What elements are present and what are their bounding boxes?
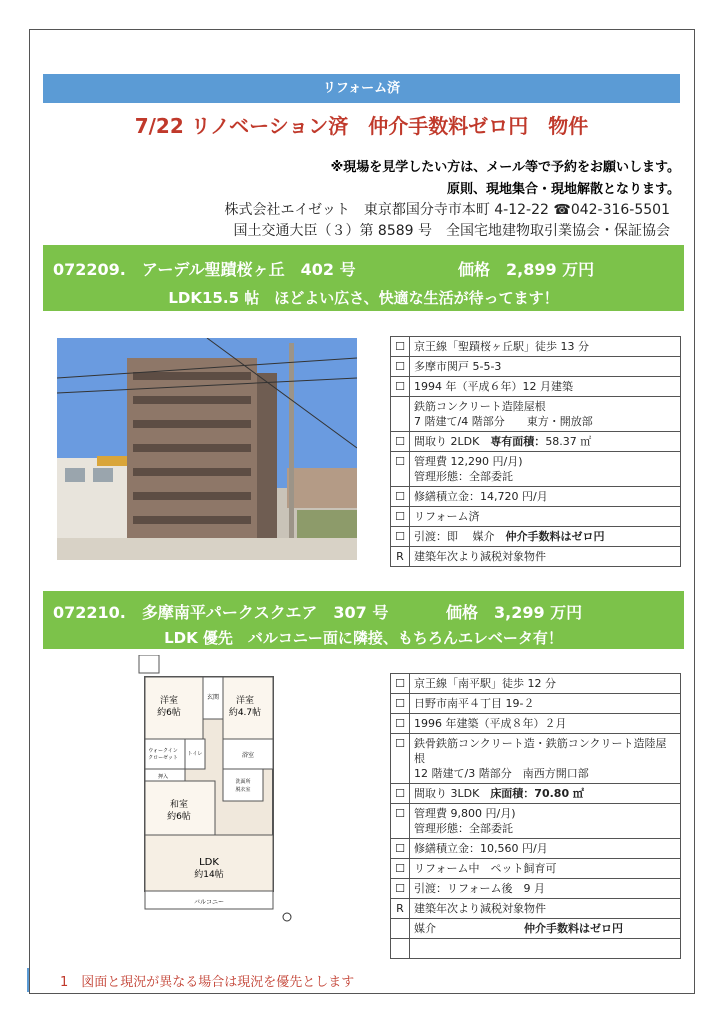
company-line-1: [225, 199, 670, 219]
spec-text: 引渡：リフォーム後 9 月: [410, 879, 681, 899]
room-size: 約6帖: [157, 708, 181, 718]
spec-text: [410, 452, 681, 487]
spec-bold: 仲介手数料はゼロ円: [505, 530, 605, 543]
floorplan-drawing: [137, 655, 297, 923]
spec-row: [391, 939, 681, 959]
building-photo-illustration: [57, 338, 357, 560]
spec-row: [391, 899, 681, 919]
room-size: 約6帖: [167, 812, 191, 822]
checkbox-icon: ☐: [391, 337, 410, 357]
spec-text: 1994 年（平成６年）12 月建築: [410, 377, 681, 397]
checkbox-icon: ☐: [391, 432, 410, 452]
spec-row: [391, 694, 681, 714]
spec-row: [391, 377, 681, 397]
room-label: 押入: [157, 774, 169, 780]
checkbox-icon: ☐: [391, 507, 410, 527]
spec-text: [410, 939, 681, 959]
r-mark: R: [391, 899, 410, 919]
property-1-price: 価格 2,899 万円: [458, 260, 595, 279]
room-label: 浴室: [241, 752, 255, 759]
spec-text: 建築年次より減税対象物件: [410, 899, 681, 919]
checkbox-icon: ☐: [391, 357, 410, 377]
spec-text: 日野市南平４丁目 19-２: [410, 694, 681, 714]
checkbox-icon: ☐: [391, 527, 410, 547]
checkbox-icon: ☐: [391, 734, 410, 784]
footnote: 1 図面と現況が異なる場合は現況を優先とします: [60, 975, 355, 990]
property-2-price: 価格 3,299 万円: [446, 603, 583, 622]
empty-mark: [391, 939, 410, 959]
spec-bold: 仲介手数料はゼロ円: [524, 922, 623, 935]
spec-plain: 間取り 3LDK: [414, 787, 491, 800]
company-phone: 042-316-5501: [570, 202, 670, 218]
spec-text: 京王線「聖蹟桜ヶ丘駅」徒歩 13 分: [410, 337, 681, 357]
spec-row: [391, 674, 681, 694]
room-label: 洋室: [235, 696, 255, 706]
checkbox-icon: ☐: [391, 839, 410, 859]
room-size: 約14帖: [194, 870, 224, 880]
spec-text: [410, 919, 681, 939]
spec-line-2: 管理形態：全部委託: [414, 822, 513, 835]
spec-row: [391, 734, 681, 784]
spec-row: [391, 527, 681, 547]
company-license: 国土交通大臣（３）第 8589 号 全国宅地建物取引業協会・保証協会: [233, 223, 670, 239]
spec-plain: 媒介: [414, 922, 524, 935]
room-label: 洋室: [159, 696, 179, 706]
room-size: 約4.7帖: [228, 708, 262, 718]
checkbox-icon: ☐: [391, 377, 410, 397]
notice-line-1: ※現場を見学したい方は、メール等で予約をお願いします。: [330, 160, 680, 175]
spec-bold: 床面積：70.80 ㎡: [490, 787, 584, 800]
checkbox-icon: ☐: [391, 859, 410, 879]
room-label: LDK: [199, 857, 219, 868]
company-address: 株式会社エイゼット 東京都国分寺市本町 4-12-22: [224, 202, 549, 218]
spec-row: [391, 452, 681, 487]
headline: 7/22 リノベーション済 仲介手数料ゼロ円 物件: [134, 114, 589, 138]
property-2-spec-table: [390, 673, 681, 959]
spec-row: [391, 859, 681, 879]
spec-row: [391, 397, 681, 432]
checkbox-icon: ☐: [391, 694, 410, 714]
room-label: 洗面所: [235, 779, 251, 785]
property-1-spec-table: [390, 336, 681, 567]
spec-line-1: 管理費 9,800 円/月): [414, 807, 516, 820]
room-label: ウォークイン: [148, 748, 178, 754]
room-label: 和室: [169, 800, 189, 810]
spec-line-2: 7 階建て/4 階部分 東方・開放部: [414, 415, 593, 428]
spec-text: 1996 年建築（平成８年）２月: [410, 714, 681, 734]
spec-text: [410, 804, 681, 839]
r-mark: R: [391, 547, 410, 567]
notice-line-2: 原則、現地集合・現地解散となります。: [447, 182, 680, 197]
checkbox-icon: ☐: [391, 674, 410, 694]
checkbox-icon: ☐: [391, 452, 410, 487]
room-label: バルコニー: [193, 899, 225, 906]
property-2-header: [43, 591, 684, 649]
spec-text: [410, 527, 681, 547]
spec-plain: 間取り 2LDK: [414, 435, 491, 448]
spec-text: [410, 784, 681, 804]
spec-line-1: 鉄骨鉄筋コンクリート造・鉄筋コンクリート造陸屋根: [414, 737, 667, 765]
spec-row: [391, 879, 681, 899]
spec-line-2: 管理形態：全部委託: [414, 470, 513, 483]
phone-icon: ☎: [553, 202, 571, 218]
spec-row: [391, 357, 681, 377]
spec-row: [391, 337, 681, 357]
spec-row: [391, 714, 681, 734]
spec-text: [410, 432, 681, 452]
room-label: 脱衣室: [235, 787, 251, 793]
spec-text: 修繕積立金：10,560 円/月: [410, 839, 681, 859]
checkbox-icon: [391, 397, 410, 432]
spec-text: 建築年次より減税対象物件: [410, 547, 681, 567]
room-label: トイレ: [187, 751, 203, 757]
checkbox-icon: ☐: [391, 714, 410, 734]
spec-line-1: 鉄筋コンクリート造陸屋根: [414, 400, 546, 413]
spec-row: [391, 919, 681, 939]
spec-row: [391, 487, 681, 507]
spec-area: 58.37 ㎡: [545, 435, 592, 448]
checkbox-icon: ☐: [391, 804, 410, 839]
spec-text: [410, 397, 681, 432]
footnote-marker: [27, 968, 29, 992]
property-1-photo: [57, 338, 357, 560]
compass-icon: [283, 913, 291, 921]
spec-row: [391, 432, 681, 452]
spec-text: リフォーム済: [410, 507, 681, 527]
spec-row: [391, 804, 681, 839]
spec-row: [391, 507, 681, 527]
property-1-title: 072209. アーデル聖蹟桜ヶ丘 402 号: [53, 260, 356, 279]
reform-banner: リフォーム済: [43, 74, 680, 103]
property-1-header: [43, 245, 684, 311]
checkbox-icon: ☐: [391, 784, 410, 804]
spec-text: 京王線「南平駅」徒歩 12 分: [410, 674, 681, 694]
property-2-floorplan: [137, 655, 297, 923]
spec-row: [391, 547, 681, 567]
property-2-title: 072210. 多摩南平パークスクエア 307 号: [53, 603, 389, 622]
spec-bold: 専有面積：: [490, 435, 546, 448]
checkbox-icon: ☐: [391, 487, 410, 507]
room-label: クローゼット: [148, 755, 178, 761]
checkbox-icon: ☐: [391, 879, 410, 899]
spec-row: [391, 784, 681, 804]
spec-text: リフォーム中 ペット飼育可: [410, 859, 681, 879]
property-1-tagline: LDK15.5 帖 ほどよい広さ、快適な生活が待ってます！: [168, 289, 559, 307]
spec-row: [391, 839, 681, 859]
spec-line-2: 12 階建て/3 階部分 南西方開口部: [414, 767, 589, 780]
property-2-tagline: LDK 優先 バルコニー面に隣接、もちろんエレベータ有！: [164, 629, 563, 647]
spec-text: [410, 734, 681, 784]
empty-mark: [391, 919, 410, 939]
spec-plain: 引渡：即 媒介: [414, 530, 506, 543]
room-label: 玄関: [206, 694, 220, 701]
spec-line-1: 管理費 12,290 円/月): [414, 455, 523, 468]
spec-text: 修繕積立金：14,720 円/月: [410, 487, 681, 507]
spec-text: 多摩市関戸 5-5-3: [410, 357, 681, 377]
